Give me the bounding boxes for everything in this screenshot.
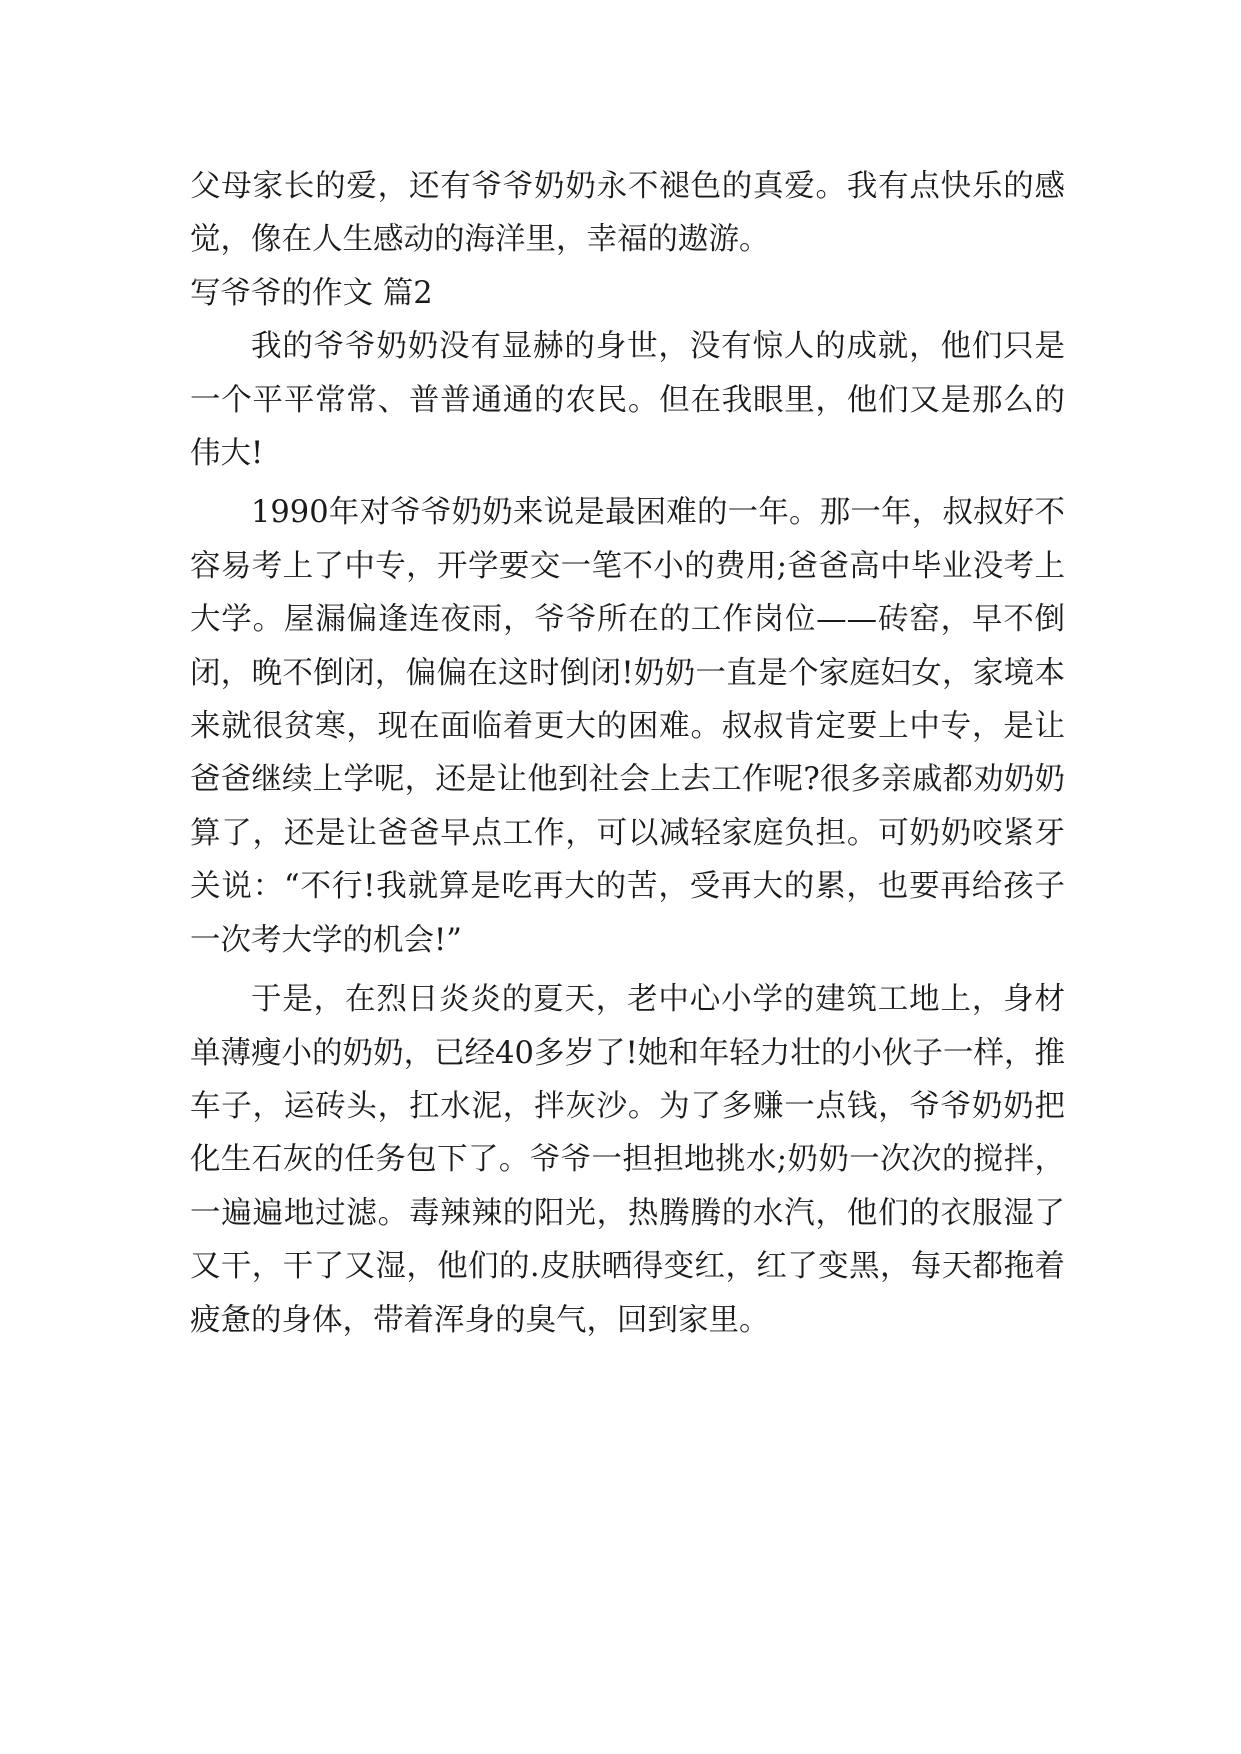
section-heading: 写爷爷的作文 篇2 (190, 275, 433, 311)
body-paragraph-1: 我的爷爷奶奶没有显赫的身世，没有惊人的成就，他们只是一个平平常常、普普通通的农民。但在我眼里，他们又是那么的伟大! (190, 329, 1065, 472)
body-paragraph-3: 于是，在烈日炎炎的夏天，老中心小学的建筑工地上，身材单薄瘦小的奶奶，已经40多岁了!她和年轻力壮的小伙子一样，推车子，运砖头，扛水泥，拌灰沙。为了多赚一点钱，爷爷奶奶把化生石灰的任务包下了。爷爷一担担地挑水;奶奶一次次的搅拌，一遍遍地过滤。毒辣辣的阳光，热腾腾的水汽，他们的衣服湿了又干，干了又湿，他们的.皮肤晒得变红，红了变黑，每天都拖着疲惫的身体，带着浑身的臭气，回到家里。 (190, 982, 1065, 1338)
intro-paragraph: 父母家长的爱，还有爷爷奶奶永不褪色的真爱。我有点快乐的感觉，像在人生感动的海洋里，幸福的遨游。 (190, 169, 1065, 258)
document-body (190, 160, 1065, 1347)
body-paragraph-2: 1990年对爷爷奶奶来说是最困难的一年。那一年，叔叔好不容易考上了中专，开学要交一笔不小的费用;爸爸高中毕业没考上大学。屋漏偏逢连夜雨，爷爷所在的工作岗位——砖窑，早不倒闭，晚不倒闭，偏偏在这时倒闭!奶奶一直是个家庭妇女，家境本来就很贫寒，现在面临着更大的困难。叔叔肯定要上中专，是让爸爸继续上学呢，还是让他到社会上去工作呢?很多亲戚都劝奶奶算了，还是让爸爸早点工作，可以减轻家庭负担。可奶奶咬紧牙关说：“不行!我就算是吃再大的苦，受再大的累，也要再给孩子一次考大学的机会!” (190, 495, 1065, 958)
